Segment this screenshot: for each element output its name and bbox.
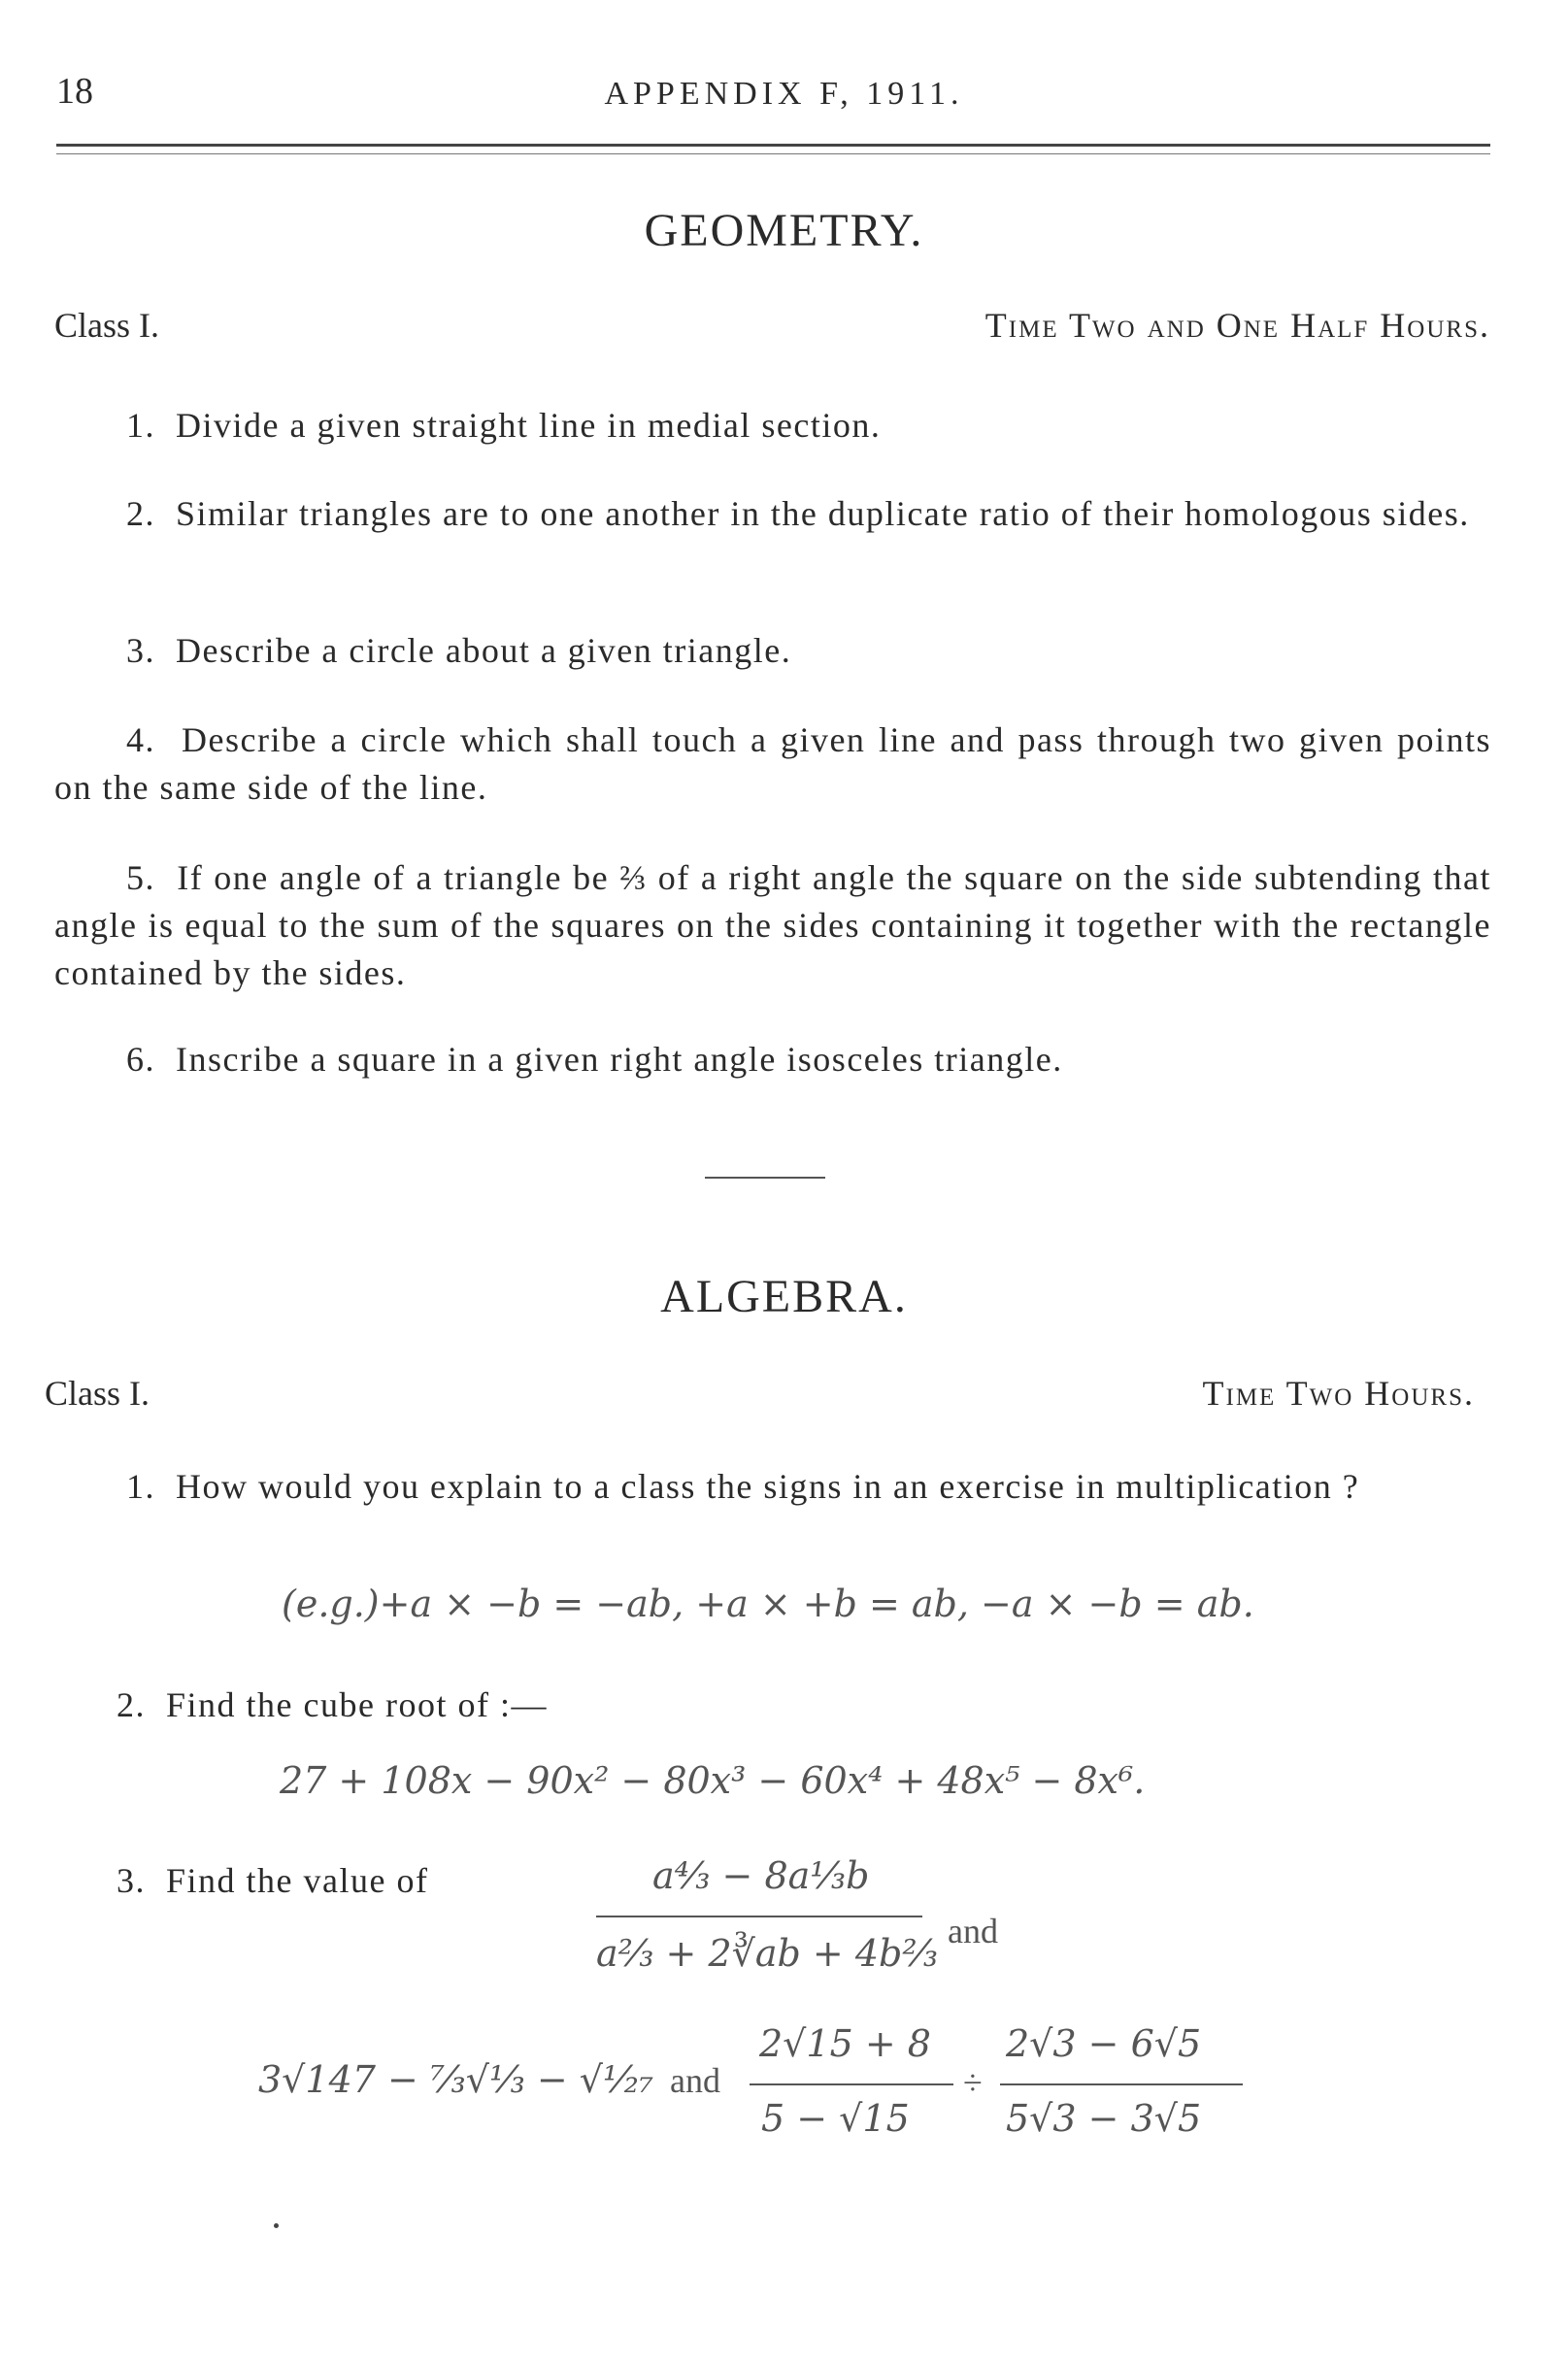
question-text: Describe a circle which shall touch a given line and pass through two given points on the same side of the line.	[54, 720, 1491, 807]
question-text: Describe a circle about a given triangle.	[176, 631, 792, 670]
geometry-question-6	[54, 1036, 1491, 1083]
question-number: 3.	[117, 1861, 146, 1900]
question-number: 1.	[126, 406, 155, 445]
question-text: Inscribe a square in a given right angle isosceles triangle.	[176, 1040, 1063, 1079]
question-text: Find the value of	[166, 1861, 429, 1900]
geometry-question-1	[54, 402, 1491, 450]
and-1: and	[948, 1912, 998, 1950]
radical-expression: 3√147 − ⁷⁄₃√⅓ − √¹⁄₂₇	[258, 2058, 654, 2101]
header-rule-thin	[56, 153, 1490, 154]
geometry-question-5	[54, 854, 1491, 997]
question-text: If one angle of a triangle be ⅔ of a right angle the square on the side subtending that angle is equal to the sum of the squares on the sides containing it together with the rectangle contained by the sides.	[54, 858, 1492, 992]
fraction-1-bar	[596, 1916, 922, 1917]
header-rule-thick	[56, 144, 1490, 147]
section-divider	[705, 1177, 825, 1179]
fraction-1-denominator: a²⁄₃ + 2∛ab + 4b²⁄₃	[596, 1932, 939, 1975]
question-number: 2.	[126, 494, 155, 533]
geometry-question-3	[54, 627, 1491, 675]
algebra-class-label: Class I.	[45, 1374, 150, 1413]
question-text: Similar triangles are to one another in the duplicate ratio of their homologous sides.	[176, 494, 1470, 533]
fraction-3-numerator: 2√3 − 6√5	[1006, 2022, 1202, 2065]
fraction-3-bar	[1000, 2083, 1243, 2085]
and-2: and	[670, 2061, 720, 2100]
geometry-question-2	[54, 490, 1491, 538]
algebra-question-2	[117, 1682, 548, 1729]
geometry-title: GEOMETRY.	[644, 205, 924, 256]
question-text: Find the cube root of :—	[166, 1685, 548, 1724]
fraction-2-denominator: 5 − √15	[761, 2097, 910, 2140]
running-head: APPENDIX F, 1911.	[604, 76, 964, 112]
fraction-1-numerator: a⁴⁄₃ − 8a¹⁄₃b	[652, 1854, 870, 1897]
question-text: How would you explain to a class the signs in an exercise in multiplication ?	[176, 1467, 1360, 1506]
algebra-question-3	[117, 1857, 428, 1905]
fraction-3-denominator: 5√3 − 3√5	[1006, 2097, 1202, 2140]
algebra-time-label: Time Two Hours.	[1202, 1374, 1475, 1413]
geometry-time-label: Time Two and One Half Hours.	[984, 306, 1490, 345]
geometry-question-4	[54, 716, 1491, 812]
question-number: 1.	[126, 1467, 155, 1506]
print-speck	[274, 2223, 279, 2228]
algebra-title: ALGEBRA.	[660, 1271, 908, 1322]
question-text: Divide a given straight line in medial section.	[176, 406, 882, 445]
algebra-question-1	[45, 1463, 1491, 1511]
divide-sign: ÷	[963, 2063, 983, 2102]
fraction-2-bar	[750, 2083, 953, 2085]
question-number: 6.	[126, 1040, 155, 1079]
question-number: 3.	[126, 631, 155, 670]
algebra-question-1-example: (e.g.)+a × −b = −ab, +a × +b = ab, −a × −b = ab.	[282, 1583, 1254, 1625]
question-number: 4.	[126, 720, 155, 759]
question-number: 5.	[126, 858, 155, 897]
question-number: 2.	[117, 1685, 146, 1724]
algebra-question-2-expression: 27 + 108x − 90x² − 80x³ − 60x⁴ + 48x⁵ − 8x⁶.	[280, 1759, 1146, 1802]
geometry-class-label: Class I.	[54, 306, 159, 345]
page-number: 18	[56, 71, 93, 112]
fraction-2-numerator: 2√15 + 8	[759, 2022, 931, 2065]
